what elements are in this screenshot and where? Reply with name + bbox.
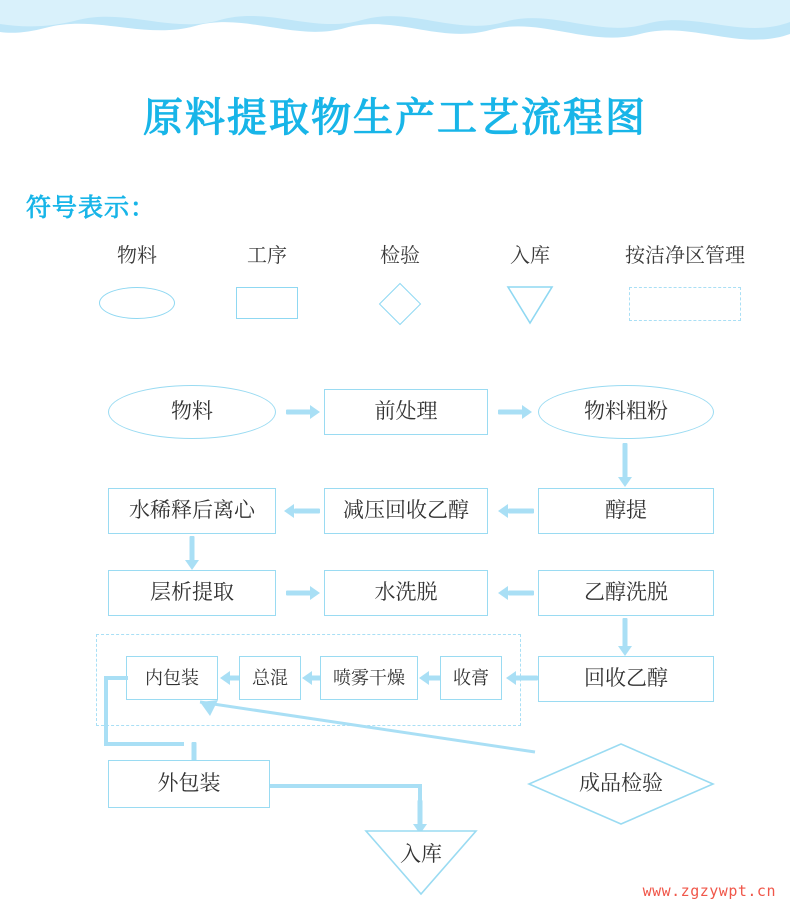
legend-label: 物料	[117, 245, 157, 267]
legend-label: 工序	[247, 245, 287, 267]
node-label: 总混	[252, 667, 288, 688]
node-label: 成品检验	[579, 771, 663, 795]
node-chromatography-extraction[interactable]	[108, 570, 276, 616]
node-water-elution[interactable]	[324, 570, 488, 616]
node-ethanol-recovery[interactable]	[538, 656, 714, 702]
node-label: 收膏	[453, 667, 489, 688]
arrow-ethanol-elution-to-water-elution	[498, 581, 534, 605]
node-label: 回收乙醇	[584, 666, 668, 690]
connector-inner-packaging-down	[104, 676, 108, 746]
node-water-dilution-centrifuge[interactable]	[108, 488, 276, 534]
watermark: www.zgzywpt.cn	[642, 882, 776, 900]
node-label: 前处理	[374, 399, 438, 423]
legend-label: 入库	[510, 245, 550, 267]
node-material[interactable]	[108, 385, 276, 439]
node-coarse-powder[interactable]	[538, 385, 714, 439]
arrow-ethanol-recovery-to-water-dilution	[284, 499, 320, 523]
arrow-ethanol-recovery-to-paste	[506, 667, 538, 689]
node-label: 物料	[171, 399, 213, 423]
node-warehouse[interactable]	[362, 828, 480, 896]
arrow-ethanol-elution-to-recovery	[613, 618, 637, 656]
node-alcohol-extraction[interactable]	[538, 488, 714, 534]
node-label: 水洗脱	[374, 580, 438, 604]
node-label: 醇提	[605, 498, 647, 522]
node-product-inspection[interactable]	[527, 742, 715, 826]
legend-heading: 符号表示：	[26, 194, 157, 222]
arrow-material-to-pretreatment	[286, 400, 320, 424]
legend-label: 检验	[380, 245, 420, 267]
node-label: 入库	[400, 843, 442, 866]
node-label: 物料粗粉	[584, 399, 668, 423]
node-label: 减压回收乙醇	[343, 498, 469, 522]
legend-label: 按洁净区管理	[625, 245, 745, 267]
node-vacuum-ethanol-recovery[interactable]	[324, 488, 488, 534]
node-label: 水稀释后离心	[129, 498, 255, 522]
connector-outer-packaging-right	[270, 784, 422, 788]
node-label: 层析提取	[150, 580, 234, 604]
page-title: 原料提取物生产工艺流程图	[143, 96, 647, 140]
arrow-alcohol-extraction-to-ethanol-recovery	[498, 499, 534, 523]
connector-inspection-to-inner-packaging	[180, 690, 540, 770]
node-label: 乙醇洗脱	[584, 580, 668, 604]
node-label: 喷雾干燥	[333, 667, 405, 688]
arrow-chromatography-to-water-elution	[286, 581, 320, 605]
arrow-water-dilution-to-chromatography	[180, 536, 204, 570]
node-pretreatment[interactable]	[324, 389, 488, 435]
node-label: 内包装	[145, 667, 199, 688]
arrow-coarse-powder-to-alcohol-extraction	[613, 443, 637, 487]
connector-to-outer-packaging	[104, 742, 184, 746]
node-ethanol-elution[interactable]	[538, 570, 714, 616]
arrow-pretreatment-to-coarse-powder	[498, 400, 532, 424]
node-label: 外包装	[157, 771, 221, 795]
